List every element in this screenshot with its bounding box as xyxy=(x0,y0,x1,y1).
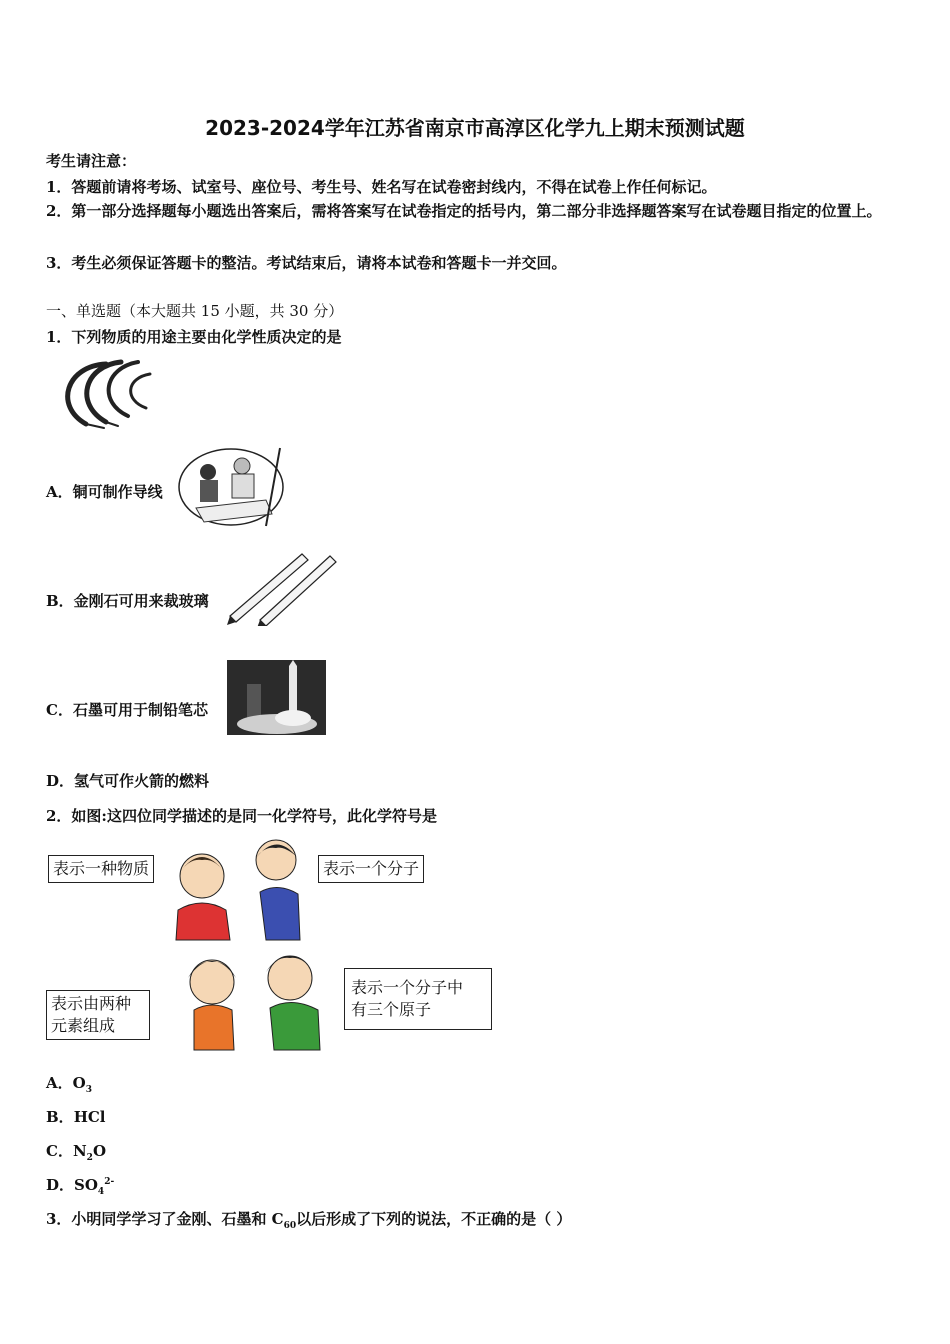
bubble-two-elements xyxy=(46,990,150,1040)
pencils-image xyxy=(224,550,338,626)
bubble-two-elements-line2: 元素组成 xyxy=(51,1016,116,1035)
notice-item-1: 1．答题前请将考场、试室号、座位号、考生号、姓名写在试卷密封线内，不得在试卷上作任何标记。 xyxy=(46,178,717,196)
q2-option-d[interactable]: D．$SO_4^{2-}$ xyxy=(46,1176,115,1197)
q1-option-a[interactable]: A．铜可制作导线 xyxy=(46,483,163,501)
bubble-one-molecule: 表示一个分子 xyxy=(318,855,424,883)
glass-cutting-image xyxy=(176,442,290,532)
rocket-launch-image xyxy=(227,660,326,735)
q2-option-b[interactable]: B．HCl xyxy=(46,1108,106,1126)
copper-wire-image xyxy=(46,356,156,430)
notice-item-2: 2．第一部分选择题每小题选出答案后，需将答案写在试卷指定的括号内，第二部分非选择题答案写在试卷题目指定的位置上。 xyxy=(46,202,882,220)
bubble-three-atoms xyxy=(344,968,492,1030)
bubble-three-atoms-line2: 有三个原子 xyxy=(351,1000,432,1019)
q1-stem: 1．下列物质的用途主要由化学性质决定的是 xyxy=(46,328,342,346)
bubble-one-substance: 表示一种物质 xyxy=(48,855,154,883)
bubble-three-atoms-line1: 表示一个分子中 xyxy=(351,978,464,997)
q1-option-d[interactable]: D．氢气可作火箭的燃料 xyxy=(46,772,210,790)
page-title: 2023-2024学年江苏省南京市高淳区化学九上期末预测试题 xyxy=(205,116,745,140)
q2-option-c[interactable]: C．$N_2O$ xyxy=(46,1142,107,1163)
q2-option-a[interactable]: A．$O_3$ xyxy=(46,1074,92,1095)
notice-heading: 考生请注意： xyxy=(46,152,137,170)
q3-stem: 3．小明同学学习了金刚、石墨和 $C_{60}$以后形成了下列的说法，不正确的是（ ） xyxy=(46,1210,572,1231)
students-illustration xyxy=(160,832,340,1056)
q1-option-c[interactable]: C．石墨可用于制铅笔芯 xyxy=(46,701,208,719)
notice-item-3: 3．考生必须保证答题卡的整洁。考试结束后，请将本试卷和答题卡一并交回。 xyxy=(46,254,567,272)
section-heading: 一、单选题（本大题共 15 小题，共 30 分） xyxy=(46,302,344,320)
q2-stem: 2．如图:这四位同学描述的是同一化学符号，此化学符号是 xyxy=(46,807,437,825)
bubble-two-elements-line1: 表示由两种 xyxy=(51,994,132,1013)
q1-option-b[interactable]: B．金刚石可用来裁玻璃 xyxy=(46,592,209,610)
